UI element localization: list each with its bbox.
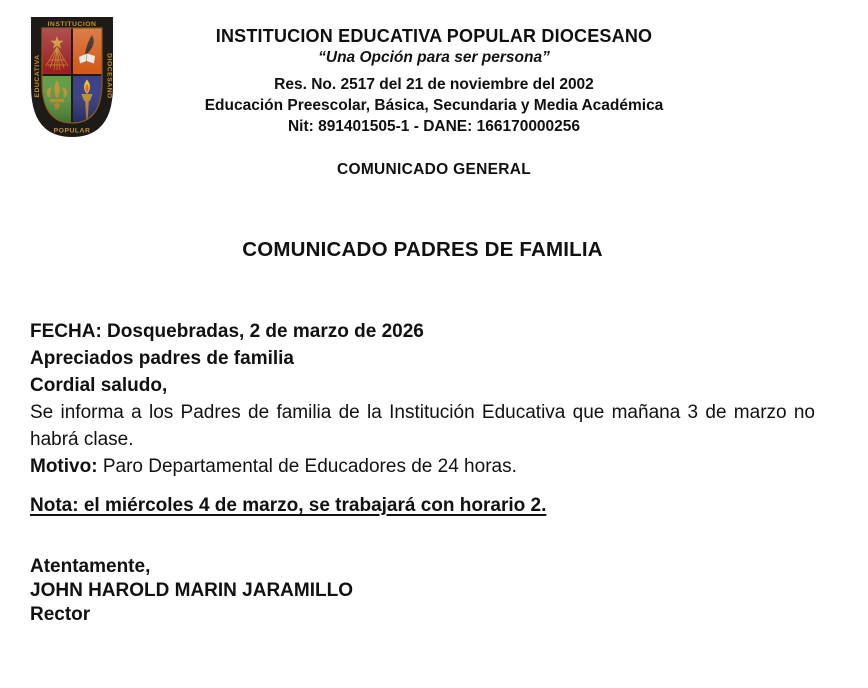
letterhead <box>0 0 868 180</box>
signature-block <box>30 555 815 627</box>
document-type-heading: COMUNICADO GENERAL <box>337 161 531 178</box>
closing-line: Atentamente, <box>30 556 151 577</box>
nit-dane-line: Nit: 891401505-1 - DANE: 166170000256 <box>287 118 581 135</box>
institution-motto: “Una Opción para ser persona” <box>318 49 550 66</box>
announcement-paragraph: Se informa a los Padres de familia de la Institución Educativa que mañana 3 de marzo no habrá clase. <box>30 402 815 450</box>
motivo-label: Motivo: <box>30 456 98 477</box>
ring-text-left: EDUCATIVA <box>33 54 41 98</box>
motivo-text: Paro Departamental de Educadores de 24 horas. <box>97 456 517 477</box>
institution-name: INSTITUCION EDUCATIVA POPULAR DIOCESANO <box>215 26 653 46</box>
motivo-line <box>30 453 815 480</box>
crest-svg <box>30 16 114 138</box>
resolution-line: Res. No. 2517 del 21 de noviembre del 2002 <box>274 76 594 93</box>
date-line: FECHA: Dosquebradas, 2 de marzo de 2026 <box>30 321 424 342</box>
document-title: COMUNICADO PADRES DE FAMILIA <box>242 238 603 261</box>
greeting-line: Cordial saludo, <box>30 375 168 396</box>
signer-title: Rector <box>30 604 91 625</box>
ring-text-right: DIOCESANO <box>105 53 113 99</box>
document-body <box>30 318 815 627</box>
education-levels-line: Educación Preescolar, Básica, Secundaria y Media Académica <box>204 97 664 114</box>
ring-text-bottom: POPULAR <box>53 127 91 135</box>
ring-text-top: INSTITUCION <box>47 20 97 28</box>
school-crest-logo <box>30 16 114 138</box>
salutation-line: Apreciados padres de familia <box>30 348 294 369</box>
signer-name: JOHN HAROLD MARIN JARAMILLO <box>30 580 353 601</box>
nota-line: Nota: el miércoles 4 de marzo, se trabajará con horario 2. <box>30 495 547 516</box>
